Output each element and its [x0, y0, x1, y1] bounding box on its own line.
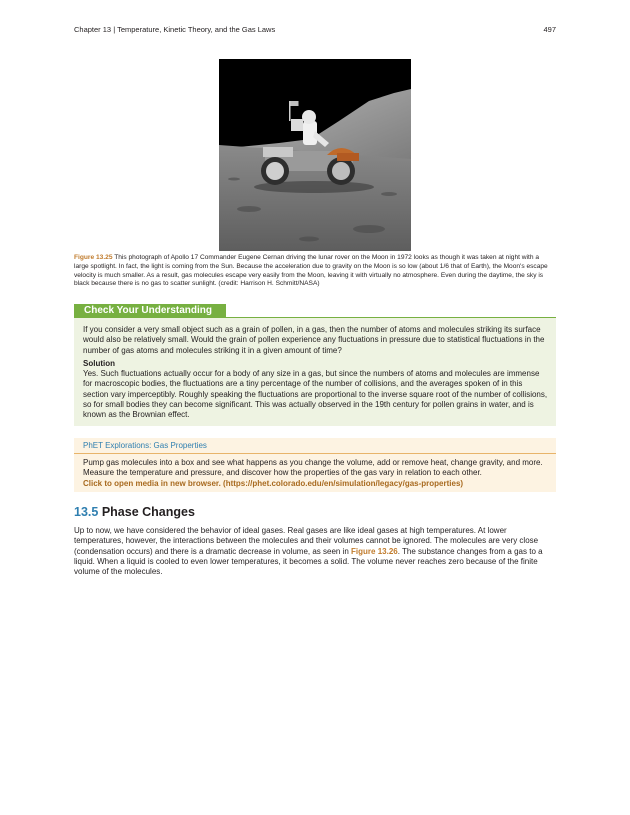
- solution-text: Yes. Such fluctuations actually occur for a body of any size in a gas, but since the numbers of atoms and molecules are immense for macroscopic bodies, the fluctuations are a tiny percentage of the number of collisions, and the averages spoken of in this section vary imperceptibly. Roughly speaking the fluctuations are proportional to the inverse square root of the number of collisions, so for small bodies they can become significant. This was actually observed in the 19th century for pollen grains in water, and is known as the Brownian effect.: [83, 369, 548, 420]
- check-understanding-box: [74, 318, 556, 426]
- page-number: 497: [543, 25, 556, 34]
- section-body: [74, 526, 556, 577]
- section-title: Phase Changes: [98, 505, 195, 519]
- figure-caption-text: This photograph of Apollo 17 Commander Eugene Cernan driving the lunar rover on the Moon in 1972 looks as though it was taken at night with a large spotlight. In fact, the light is coming from the Sun. Because the acceleration due to gravity on the Moon is so low (about 1/6 that of Earth), the Moon's escape velocity is much smaller. As a result, gas molecules escape very easily from the Moon, leaving it with virtually no atmosphere. Even during the daytime, the sky is black because there is no gas to scatter sunlight. (credit: Harrison H. Schmitt/NASA): [74, 254, 548, 288]
- body-text-after: . The substance changes from a gas to a liquid. When a liquid is cooled to even lower temperatures, it becomes a solid. The volume never reaches zero because of the finite volume of the molecules.: [74, 546, 543, 577]
- figure-label: Figure 13.25: [74, 254, 113, 261]
- solution-heading: Solution: [83, 358, 115, 368]
- chapter-title: Chapter 13 | Temperature, Kinetic Theory, and the Gas Laws: [74, 25, 276, 34]
- page-header: [74, 25, 556, 34]
- body-text-before: Up to now, we have considered the behavior of ideal gases. Real gases are like ideal gases at high temperatures. At lower temperatures, however, the interactions between the molecules and their volumes cannot be ignored. The molecules are very close (condensation occurs) and there is a dramatic decrease in volume, as seen in: [74, 526, 539, 556]
- section-heading: [74, 505, 195, 519]
- phet-explorations-box: [74, 438, 556, 492]
- figure-reference-link[interactable]: Figure 13.26: [351, 546, 398, 556]
- check-understanding-title: Check Your Understanding: [74, 304, 226, 318]
- phet-divider: [74, 453, 556, 454]
- section-number: 13.5: [74, 505, 99, 519]
- phet-description: Pump gas molecules into a box and see what happens as you change the volume, add or remove heat, change gravity, and more. Measure the temperature and pressure, and discover how the properties of the gas vary in relation to each other.: [83, 458, 543, 478]
- figure-caption: [74, 254, 550, 289]
- phet-media-link[interactable]: Click to open media in new browser. (https://phet.colorado.edu/en/simulation/legacy/gas-properties): [83, 478, 464, 488]
- phet-title: PhET Explorations: Gas Properties: [83, 441, 207, 450]
- question-text: If you consider a very small object such as a grain of pollen, in a gas, then the number of atoms and molecules striking its surface would also be relatively small. Would the grain of pollen experience any fluctuations in pressure due to statistical fluctuations in the number of gas atoms and molecules striking it in a given amount of time?: [83, 325, 545, 355]
- lunar-rover-photo: [219, 59, 411, 251]
